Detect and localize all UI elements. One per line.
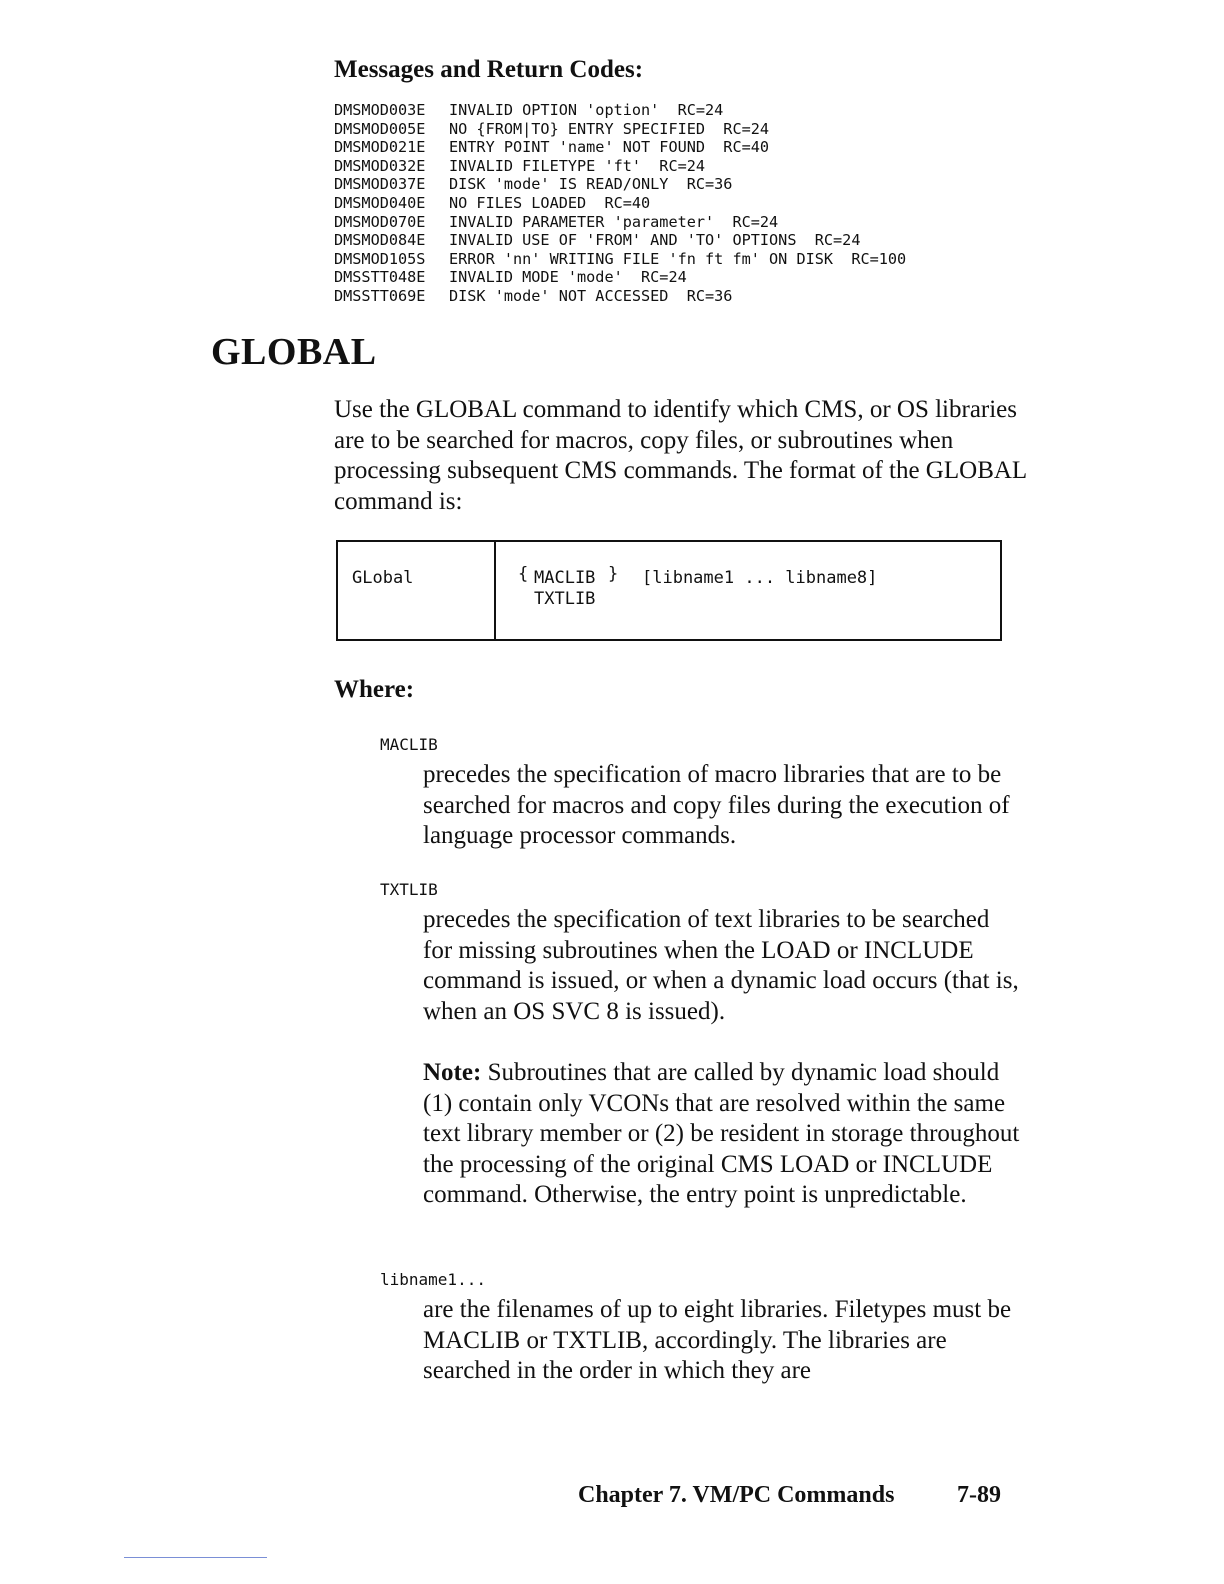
syntax-command: GLobal [352,568,414,588]
message-text: NO {FROM|TO} ENTRY SPECIFIED RC=24 [449,119,770,138]
list-item [334,250,906,269]
syntax-args: [libname1 ... libname8] [642,568,878,588]
message-code: DMSMOD032E [334,156,426,175]
list-item [334,194,906,213]
message-code: DMSMOD040E [334,193,426,212]
term-libname: libname1... [380,1270,486,1289]
intro-paragraph: Use the GLOBAL command to identify which CMS, or OS libraries are to be searched for macros, copy files, or subroutines when processing subsequent CMS commands. The format of the GLOBAL command is: [334,396,1027,515]
message-text: INVALID OPTION 'option' RC=24 [449,101,724,119]
message-text: INVALID FILETYPE 'ft' RC=24 [449,156,706,175]
syntax-brace-left: { [518,564,529,584]
message-code: DMSMOD037E [334,175,426,194]
message-text: INVALID MODE 'mode' RC=24 [449,268,687,287]
note-label: Note: [423,1059,482,1086]
message-text: DISK 'mode' NOT ACCESSED RC=36 [449,286,733,305]
term-txtlib: TXTLIB [380,880,438,899]
message-code: DMSMOD070E [334,212,426,231]
where-label: Where: [334,676,415,703]
message-code: DMSSTT048E [334,268,426,287]
message-code: DMSMOD105S [334,249,426,268]
list-item [334,175,906,194]
list-item [334,213,906,232]
message-code: DMSMOD003E [334,101,426,119]
definition-libname: are the filenames of up to eight libraries. Filetypes must be MACLIB or TXTLIB, accordingly. The libraries are searched in the order in which they are [423,1296,1012,1384]
message-text: INVALID USE OF 'FROM' AND 'TO' OPTIONS RC=24 [449,231,861,250]
list-item [334,231,906,250]
message-text: ERROR 'nn' WRITING FILE 'fn ft fm' ON DISK RC=100 [449,249,907,268]
note-paragraph [423,1058,1023,1211]
syntax-brace-right: } [608,564,619,584]
message-text: ENTRY POINT 'name' NOT FOUND RC=40 [449,138,770,157]
syntax-option-txtlib: TXTLIB [534,589,596,609]
message-code: DMSMOD021E [334,138,426,157]
list-item [334,287,906,306]
syntax-divider [494,542,496,639]
list-item [334,101,906,120]
footer-rule [124,1557,267,1558]
term-maclib: MACLIB [380,735,438,754]
list-item [334,120,906,139]
message-code: DMSMOD084E [334,231,426,250]
definition-txtlib: precedes the specification of text libraries to be searched for missing subroutines when the LOAD or INCLUDE command is issued, or when a dynamic load occurs (that is, when an OS SVC 8 is issued). [423,906,1019,1025]
list-item [334,138,906,157]
syntax-option-maclib: MACLIB [534,568,596,588]
footer-chapter: Chapter 7. VM/PC Commands [578,1482,895,1508]
note-text: Subroutines that are called by dynamic load should (1) contain only VCONs that are resolved within the same text library member or (2) be resident in storage throughout the processing of the original CMS LOAD or INCLUDE command. Otherwise, the entry point is unpredictable. [423,1059,1020,1208]
message-code: DMSSTT069E [334,286,426,305]
messages-heading: Messages and Return Codes: [334,56,644,83]
message-text: DISK 'mode' IS READ/ONLY RC=36 [449,175,733,194]
list-item [334,268,906,287]
list-item [334,157,906,176]
syntax-box [336,540,1002,641]
message-text: INVALID PARAMETER 'parameter' RC=24 [449,212,779,231]
syntax-options [534,568,595,610]
message-text: NO FILES LOADED RC=40 [449,193,651,212]
footer-page-number: 7-89 [957,1482,1001,1508]
message-code: DMSMOD005E [334,119,426,138]
message-list [334,101,906,306]
definition-maclib: precedes the specification of macro libraries that are to be searched for macros and copy files during the execution of language processor commands. [423,761,1010,849]
section-title: GLOBAL [211,331,377,373]
